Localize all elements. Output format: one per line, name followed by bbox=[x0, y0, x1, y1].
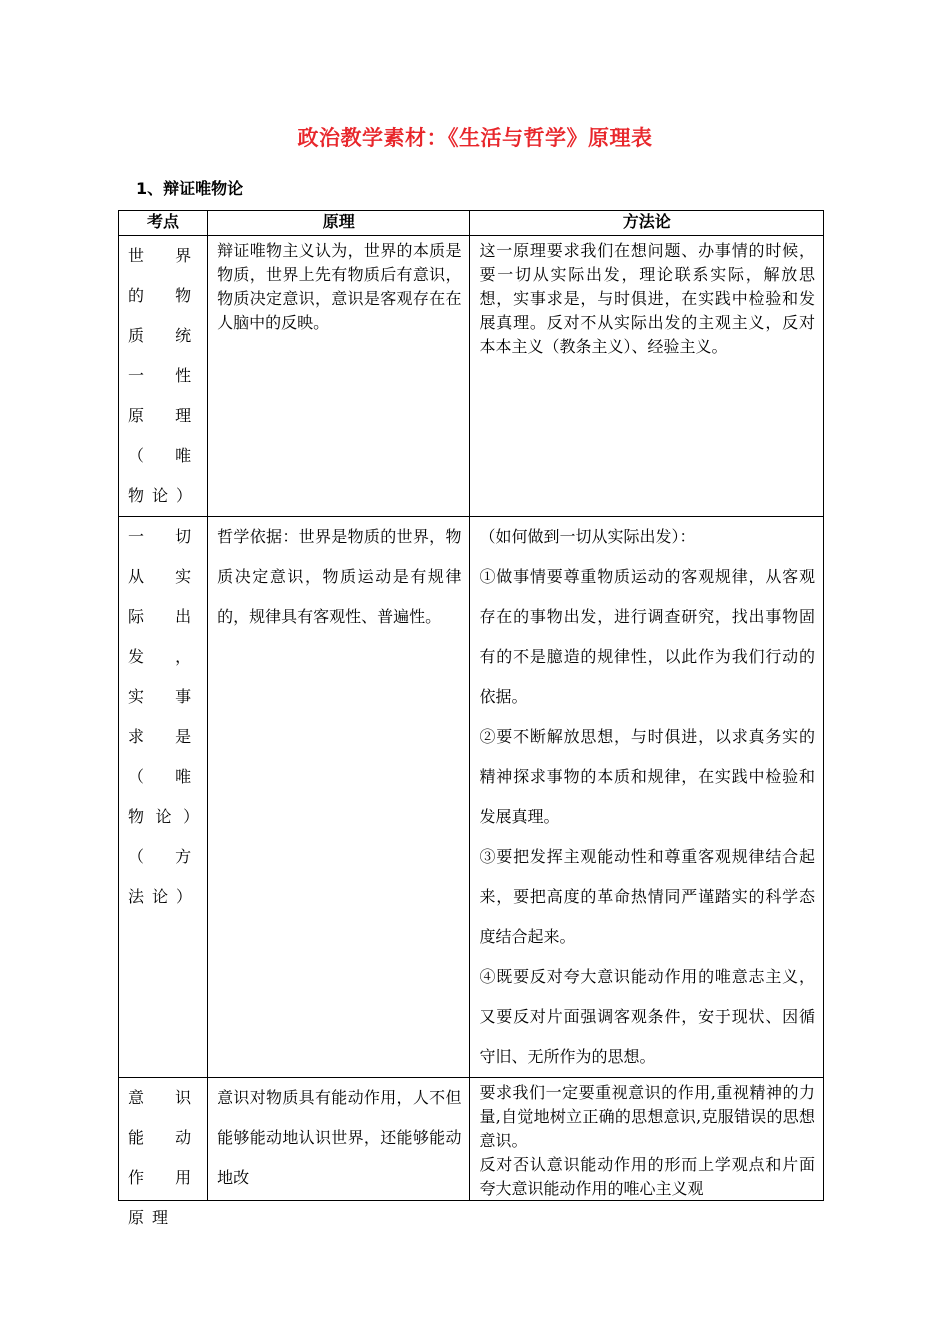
fangfalun-paragraph: 这一原理要求我们在想问题、办事情的时候，要一切从实际出发，理论联系实际，解放思想，实事求是，与时俱进，在实践中检验和发展真理。反对不从实际出发的主观主义，反对本本主义（教条主义）、经验主义。 bbox=[479, 241, 815, 356]
fangfalun-paragraph: ③要把发挥主观能动性和尊重客观规律结合起来，要把高度的革命热情同严谨踏实的科学态度结合起来。 bbox=[479, 847, 815, 946]
kaodian-cell: 意识能动作用原理 bbox=[128, 1088, 200, 1227]
fangfalun-cell bbox=[470, 1078, 823, 1199]
fangfalun-paragraph: 反对否认意识能动作用的形而上学观点和片面夸大意识能动作用的唯心主义观 bbox=[479, 1155, 815, 1198]
header-fangfalun: 方法论 bbox=[470, 211, 824, 236]
fangfalun-cell bbox=[470, 236, 823, 359]
table-row bbox=[119, 236, 824, 517]
fangfalun-paragraph: 要求我们一定要重视意识的作用,重视精神的力量,自觉地树立正确的思想意识,克服错误的思想意识。 bbox=[479, 1083, 815, 1150]
yuanli-cell: 哲学依据：世界是物质的世界，物质决定意识，物质运动是有规律的，规律具有客观性、普遍性。 bbox=[217, 527, 462, 626]
table-row bbox=[119, 1078, 824, 1201]
yuanli-cell: 辩证唯物主义认为，世界的本质是物质，世界上先有物质后有意识，物质决定意识，意识是客观存在在人脑中的反映。 bbox=[217, 241, 462, 332]
principle-table bbox=[118, 210, 824, 1227]
header-kaodian: 考点 bbox=[119, 211, 208, 236]
fangfalun-paragraph: ①做事情要尊重物质运动的客观规律，从客观存在的事物出发，进行调查研究，找出事物固有的不是臆造的规律性，以此作为我们行动的依据。 bbox=[479, 567, 815, 706]
fangfalun-cell bbox=[470, 517, 823, 1077]
yuanli-cell: 意识对物质具有能动作用，人不但能够能动地认识世界，还能够能动地改 bbox=[217, 1088, 462, 1187]
table-header-row bbox=[119, 211, 824, 236]
kaodian-cell: 世界的物质统一性原理（唯物论） bbox=[128, 246, 201, 505]
fangfalun-paragraph: ④既要反对夸大意识能动作用的唯意志主义，又要反对片面强调客观条件，安于现状、因循守旧、无所作为的思想。 bbox=[479, 967, 815, 1066]
section-heading: 1、辩证唯物论 bbox=[136, 179, 244, 198]
header-yuanli: 原理 bbox=[208, 211, 470, 236]
table-row bbox=[119, 517, 824, 1078]
document-title: 政治教学素材：《生活与哲学》原理表 bbox=[297, 126, 653, 150]
fangfalun-paragraph: ②要不断解放思想，与时俱进，以求真务实的精神探求事物的本质和规律，在实践中检验和发展真理。 bbox=[479, 727, 815, 826]
fangfalun-paragraph: （如何做到一切从实际出发）： bbox=[479, 527, 696, 546]
kaodian-cell: 一切从实际出发，实事求是（唯物论）（方法论） bbox=[128, 527, 201, 906]
